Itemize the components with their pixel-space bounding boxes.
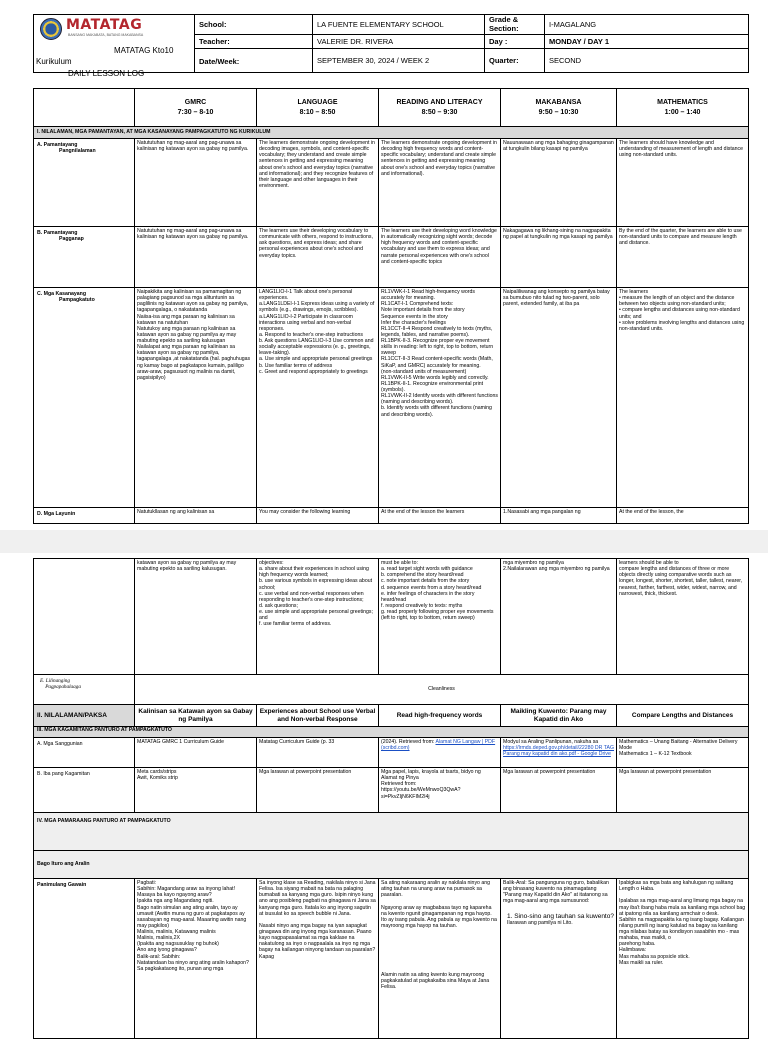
- curriculum-label: MATATAG Kto10: [114, 46, 174, 55]
- topic-gmrc: Kalinisan sa Katawan ayon sa Gabay ng Pamilya: [135, 705, 257, 727]
- lrmds-link[interactable]: https://lrmds.deped.gov.ph/detail/22280 DR TAG Parang may kapatid din ako.pdf - Google Drive: [503, 745, 615, 758]
- cell-a-reading: The learners demonstrate ongoing development in decoding high frequency words and content-specific vocabulary; understand and create simple sentences in getting and expressing meaning about one's school and everyday topics (narrative and informational).: [379, 139, 501, 227]
- row-label-kasanayang-pampagkatuto: C. Mga Kasanayang Pampagkatuto: [34, 288, 135, 508]
- mat-math: Mga larawan at powerpoint presentation: [617, 768, 749, 813]
- cell-d2-reading: must be able to: a. read target sight words with guidance b. comprehend the story heard/read c. note important details from the story d. sequence events from a story heard/read e. infer feelings of characters in the story heard/read f. respond creatively to texts: myths g. read properly following proper eye movements (left to right, top to bottom, return sweep): [379, 559, 501, 675]
- value-cleanliness: Cleanliness: [135, 675, 749, 705]
- dll-label: DAILY LESSON LOG: [68, 69, 145, 78]
- row-label-kagamitan: B. Iba pang Kagamitan: [34, 768, 135, 813]
- topic-language: Experiences about School use Verbal and Non-verbal Response: [257, 705, 379, 727]
- lesson-grid: [33, 88, 749, 524]
- cell-a-math: The learners should have knowledge and understanding of measurement of length and distance using non-standard units.: [617, 139, 749, 227]
- day-value: MONDAY / DAY 1: [545, 34, 749, 49]
- pg-question-1: 1. Sino-sino ang tauhan sa kuwento?: [507, 912, 614, 920]
- cell-b-gmrc: Natututuhan ng mag-aaral ang pag-unawa sa kalinisan ng katawan ayon sa gabay ng pamilya.: [135, 227, 257, 288]
- row-label-panimulang-gawain: Panimulang Gawain: [34, 879, 135, 1039]
- row-label-pamantayang-pangnilalaman: A. Pamantayang Pangnilalaman: [34, 139, 135, 227]
- section-2-heading: II. NILALAMAN/PAKSA: [34, 705, 135, 727]
- date-label: Date/Week:: [195, 49, 313, 73]
- ref-language: Matatag Curriculum Guide (p. 33: [257, 738, 379, 768]
- section-4a-heading: Bago Ituro ang Aralin: [34, 851, 749, 879]
- cell-d-gmrc: Natutukllasan ng ang kalinisan sa: [135, 508, 257, 524]
- cell-c-language: LANG1LIO-I-1 Talk about one's personal experiences. a.LANG1LDEI-I-1 Express ideas using a variety of symbols (e.g., drawings, emojis, scribbles). a.LANG1LIO-I-2 Participate in classroom interactions using verbal and non-verbal responses. a. Respond to teacher's one-step instructions b. Ask questions LANG1LIO-I-3 Use common and socially acceptable expressions (e. g., greetings, leave-taking). a. Use simple and appropriate personal greetings b. Use familiar terms of address c. Greet and respond appropriately to greetings: [257, 288, 379, 508]
- cell-a-makabansa: Nauunawaan ang mga bahaging ginagampanan at tungkulin bilang kasapi ng pamilya: [501, 139, 617, 227]
- grade-value: I-MAGALANG: [545, 15, 749, 35]
- cell-d2-makabansa: mga miyembro ng pamilya 2.Nailalarawan ang mga miyembro ng pamilya: [501, 559, 617, 675]
- page-gap: [0, 530, 768, 553]
- row-label-sanggunian: A. Mga Sanggunian: [34, 738, 135, 768]
- cell-a-gmrc: Natututuhan ng mag-aaral ang pag-unawa sa kalinisan ng katawan ayon sa gabay ng pamilya.: [135, 139, 257, 227]
- subject-gmrc: GMRC 7:30 – 8-10: [135, 89, 257, 127]
- matatag-tagline: BANSANG MAKABATA, BATANG MAKABANSA: [68, 33, 144, 37]
- subject-language: LANGUAGE 8:10 – 8:50: [257, 89, 379, 127]
- date-value: SEPTEMBER 30, 2024 / WEEK 2: [313, 49, 485, 73]
- row-label-layunin-cont: [34, 559, 135, 675]
- grade-label: Grade & Section:: [485, 15, 545, 35]
- logo-block: [34, 15, 195, 78]
- mat-makabansa: Mga larawan at powerpoint presentation: [501, 768, 617, 813]
- section-4-heading: IV. MGA PAMARAANG PANTURO AT PAMPAGKATUTO: [34, 813, 749, 851]
- row-label-layunin: D. Mga Layunin: [34, 508, 135, 524]
- ref-makabansa: Modyul sa Araling Panlipunan, nakuha sa https://lrmds.deped.gov.ph/detail/22280 DR TAG Parang may kapatid din ako.pdf - Google Drive: [501, 738, 617, 768]
- corner-cell: [34, 89, 135, 127]
- cell-a-language: The learners demonstrate ongoing development in decoding images, symbols, and content-specific vocabulary; they understand and create simple sentences in getting and expressing meaning about one's school and everyday topics (narrative and informational); and they recognize features of their language and other languages in their environment.: [257, 139, 379, 227]
- cell-b-language: The learners use their developing vocabulary to communicate with others, respond to instructions, ask questions, and express ideas; and share personal experiences about one's school and everyday topics.: [257, 227, 379, 288]
- cell-b-makabansa: Nakagagawa ng likhang-sining na nagpapakita ng papel at tungkulin ng mga kasapi ng pamilya: [501, 227, 617, 288]
- subject-reading: READING AND LITERACY 8:50 – 9:30: [379, 89, 501, 127]
- pg-math: Ipabigkas sa mga bata ang kahulugan ng salitang Length o Haba. Ipalabas sa mga mag-aaral ang limang mga bagay na may iba't ibang haba mula sa kanilang mga school bag at ipatong nila sa kanilang armchair o desk. Sabihin na magpapakita ka ng isang bagay. Kailangan nilang pumili ng isang katulad na bagay sa kanilang mga nilabas batay sa kondisyon sasabihin mo - mas mahaba, mas maikli, o parehong haba. Halimbawa: Mas mahaba sa popsicle stick. Mas maikli sa ruler.: [617, 879, 749, 1039]
- subject-makabansa: MAKABANSA 9:50 – 10:30: [501, 89, 617, 127]
- ref-math: Mathematics – Unang Baitang - Alternative Delivery Mode Mathematics 1 – K-12 Textbook: [617, 738, 749, 768]
- cell-d2-language: objectives: a. share about their experiences in school using high frequency words learned; b. use various symbols in expressing ideas about school; c. use verbal and non-verbal responses when responding to teacher's one-step instructions; d. ask questions; e. use simple and appropriate personal greetings; and f. use familiar terms of address.: [257, 559, 379, 675]
- ref-gmrc: MATATAG GMRC 1 Curriculum Guide: [135, 738, 257, 768]
- cell-d-makabansa: 1.Nasasabi ang mga pangalan ng: [501, 508, 617, 524]
- teacher-label: Teacher:: [195, 34, 313, 49]
- pg-gmrc: Pagbati: Sabihin: Magandang araw sa inyong lahat! Masaya ba kayo ngayong araw? Ipakita nga ang Magandang ngiti. Bago natin simulan ang ating aralin, tayo ay umawit (Awitin muna ng guro at pagkatapos ay sasabayan ng mag-aaral. Maaaring awitin nang may pagkilos) Malinis, malinis, Katawang malinis Malinis, malinis,2X (Ipakita ang nagsusuklay ng buhok) Ano ang iyong ginagawa? Balik-aral: Sabihin: Natatandaan ba ninyo ang ating aralin kahapon? Sa pagkakataong ito, punan ang mga: [135, 879, 257, 1039]
- pg-reading: Sa ating nakaraang aralin ay nakilala ninyo ang ating tauhan na unang araw na pumasok sa paaralan. Ngayong araw ay magbabasa tayo ng kapareha na kwento ngunit ginagampanan ng mga hayop. Ito ay isang pabula. Ang pabula ay mga kwento na mayroong mga hayop na tauhan. Alamin natin sa ating kwento kung mayroong pagkakatulad at pagkakaiba sina Maya at Jana Felisa.: [379, 879, 501, 1039]
- day-label: Day :: [485, 34, 545, 49]
- cell-c-math: The learners • measure the length of an object and the distance between two objects using non-standard units; • compare lengths and distances using non-standard units; and • solve problems involving lengths and distances using non-standard units.: [617, 288, 749, 508]
- quarter-value: SECOND: [545, 49, 749, 73]
- mat-language: Mga larawan at powerpoint presentation: [257, 768, 379, 813]
- cell-d2-gmrc: katawan ayon sa gabay ng pamilya ay may mabuting epekto sa sariling kalusugan.: [135, 559, 257, 675]
- ref-reading: (2024). Retrieved from: Alamat NG Langaw | PDF (scribd.com): [379, 738, 501, 768]
- topic-math: Compare Lengths and Distances: [617, 705, 749, 727]
- teacher-value: VALERIE DR. RIVERA: [313, 34, 485, 49]
- cell-b-math: By the end of the quarter, the learners are able to use non-standard units to compare and measure length and distance.: [617, 227, 749, 288]
- cell-d-math: At the end of the lesson, the: [617, 508, 749, 524]
- section-3-heading: III. MGA KAGAMITANG PANTURO AT PAMPAGKATUTO: [34, 727, 749, 738]
- matatag-logo: MATATAG: [66, 17, 143, 33]
- deped-seal-icon: [40, 18, 62, 40]
- cell-d-reading: At the end of the lesson the learners: [379, 508, 501, 524]
- mat-gmrc: Meta cards/strips Awit, Komiks strip: [135, 768, 257, 813]
- row-label-pamantayang-pagganap: B. Pamantayang Pagganap: [34, 227, 135, 288]
- pg-question-1b: Ilarawan ang pamilya ni Lito.: [507, 920, 573, 927]
- row-label-lilinanging-pagpapahalaga: E. Lilinanging Pagpapahalaaga: [34, 675, 135, 705]
- school-value: LA FUENTE ELEMENTARY SCHOOL: [313, 15, 485, 35]
- header-table: [33, 14, 749, 78]
- kurikulum-label: Kurikulum: [36, 57, 72, 66]
- section-1-heading: I. NILALAMAN, MGA PAMANTAYAN, AT MGA KASANAYANG PAMPAGKATUTO NG KURIKULUM: [34, 127, 749, 139]
- alamat-ng-langaw-link[interactable]: Alamat NG Langaw | PDF (scribd.com): [381, 739, 496, 752]
- subject-mathematics: MATHEMATICS 1:00 – 1:40: [617, 89, 749, 127]
- pg-makabansa: Balik-Aral: Sa pangunguna ng guro, babalikan ang binasang kuwento na pinamagatang "Parang may Kapatid din Ako" at itatanong sa mga mag-aaral ang mga sumusunod: 1. Sino-sino ang tauhan sa kuwento? Ilarawan ang pamilya ni Lito.: [501, 879, 617, 1039]
- pg-language: Sa inyong klase sa Reading, nakilala ninyo si Jana Felisa. Isa siyang mabait na bata na palaging bumabati sa kanyang mga guro. Isipin ninyo kung ano ang posibleng pagbati na ginagawa ni Jana sa kanyang mga guro. Itatala ko ang inyong sagutin at isusulat ko sa speech bubble ni Jana. Nasabi ninyo ang mga bagay na iyan sapagkat ginagawa din ang inyong mga karanasan. Paano kayo nagpapasalamat sa mga kaklase na nakatulong sa inyo o nagpaalala sa inyo ng mga bagay na kailangan ninyong tandaan sa paaralan? Kapag: [257, 879, 379, 1039]
- cell-c-reading: RL1VWK-I-1 Read high-frequency words accurately for meaning. RL1CAT-I-1 Comprehend texts: Note important details from the story Sequence events in the story Infer the character's feelings RL1CCT-II-4 Respond creatively to texts (myths, legends, fables, and narrative poems). RL1BPK-II-3. Recognize proper eye movement skills in reading: left to right, top to bottom, return sweep RL1CCT-II-3 Read content-specific words (Math, SiKaP, and GMRC) accurately for meaning. (non-standard units of measurement) RL1VWK-II-5 Write words legibly and correctly. RL1BPK-II-1. Recognize environmental print (symbols). RL1VWK-II-2 Identify words with different functions (naming and describing words). b. Identify words with different functions (naming and describing words).: [379, 288, 501, 508]
- topic-reading: Read high-frequency words: [379, 705, 501, 727]
- quarter-label: Quarter:: [485, 49, 545, 73]
- school-label: School:: [195, 15, 313, 35]
- cell-c-gmrc: Naipakikita ang kalinisan sa pamamagitan ng palagiang pagsunod sa mga alituntunin sa paglilinis ng katawan ayon sa gabay ng pamilya, tagapangalaga, o nakatatanda Naiisa-isa ang mga paraan ng kalinisan sa katawan na natutuhan Natutukoy ang mga paraan ng kalinisan sa katawan ayon sa gabay ng pamilya ay may mabuting epekto sa sariling kalusugan Nailalapat ang mga paraan ng kalinisan sa katawan ayon sa gabay ng pamilya, tagapangalaga ,at nakatatanda (hal. paghuhugas ng kamay bago at pagkatapos kumain, paliligo araw-araw, pagsusuot ng malinis na damit, pagsisipilyo): [135, 288, 257, 508]
- cell-d2-math: learners should be able to compare lengths and distances of three or more objects directly using comparative words such as longer, longest, shorter, shortest, taller, tallest, nearer, nearest, farther, farthest, wider, widest, narrow, and narrowest, thick, thickest.: [617, 559, 749, 675]
- cell-b-reading: The learners use their developing word knowledge in automatically recognizing sight words; decode high frequency words and content-specific vocabulary and use them to express ideas; and narrate personal experiences with one's school and content-specific topics: [379, 227, 501, 288]
- cell-d-language: You may consider the following learning: [257, 508, 379, 524]
- cell-c-makabansa: Naipaliliwanag ang konsepto ng pamilya batay sa bumubuo nito tulad ng two-parent, solo parent, extended family, at iba pa: [501, 288, 617, 508]
- lesson-grid-continued: [33, 558, 749, 1039]
- topic-makabansa: Maikling Kuwento: Parang may Kapatid din Ako: [501, 705, 617, 727]
- mat-reading: Mga papel, lapis, krayola at tsarts, bidyo ng Alamat ng Pinya Retrieved from: https://youtu.be/WeMnwoQ3QwA?si=PkvZIjN6KFIM2I4j: [379, 768, 501, 813]
